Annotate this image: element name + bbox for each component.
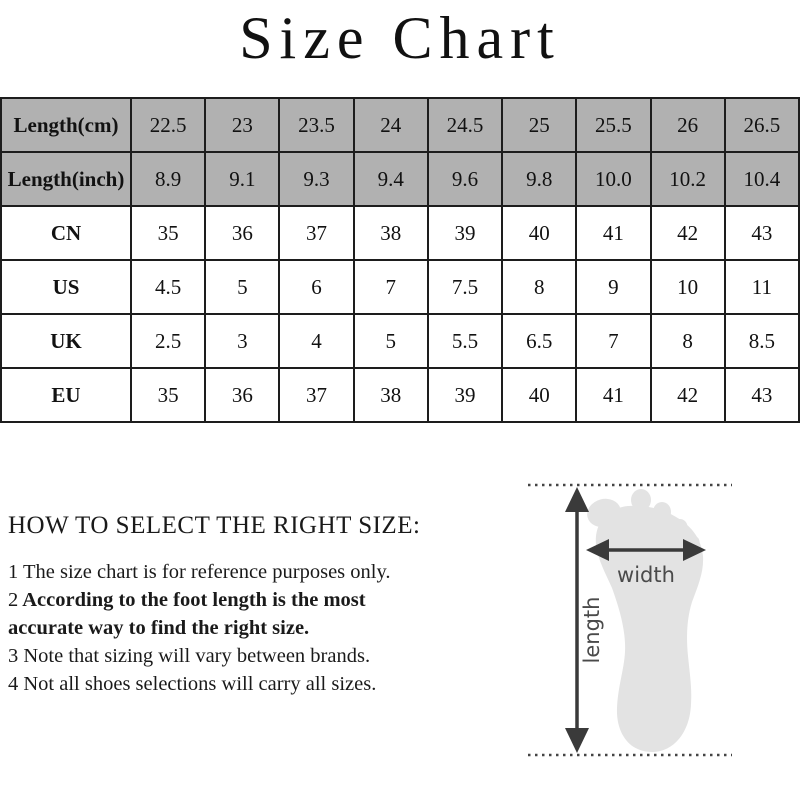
size-cell: 9 (576, 260, 650, 314)
page-title: Size Chart (239, 5, 561, 71)
size-cell: 7 (354, 260, 428, 314)
size-cell: 39 (428, 206, 502, 260)
row-label: Length(cm) (1, 98, 131, 152)
size-cell: 9.4 (354, 152, 428, 206)
row-label: UK (1, 314, 131, 368)
size-cell: 42 (651, 206, 725, 260)
row-label: CN (1, 206, 131, 260)
size-cell: 9.8 (502, 152, 576, 206)
guide-item (8, 586, 444, 642)
guide-item-text: According to the foot length is the most accurate way to find the right size. (8, 589, 366, 639)
size-cell: 36 (205, 368, 279, 422)
length-label: length (580, 596, 604, 664)
size-cell: 37 (279, 206, 353, 260)
size-cell: 43 (725, 206, 799, 260)
size-cell: 23 (205, 98, 279, 152)
table-row (1, 206, 799, 260)
size-cell: 6 (279, 260, 353, 314)
row-label: Length(inch) (1, 152, 131, 206)
size-cell: 37 (279, 368, 353, 422)
size-cell: 24 (354, 98, 428, 152)
guide-item-text: Not all shoes selections will carry all sizes. (18, 673, 377, 695)
guide-item (8, 642, 444, 670)
guide-item (8, 558, 444, 586)
guide-item-text: The size chart is for reference purposes only. (18, 561, 391, 583)
size-cell: 23.5 (279, 98, 353, 152)
size-cell: 8 (651, 314, 725, 368)
size-cell: 42 (651, 368, 725, 422)
size-cell: 35 (131, 368, 205, 422)
size-cell: 43 (725, 368, 799, 422)
size-cell: 35 (131, 206, 205, 260)
size-cell: 5 (354, 314, 428, 368)
size-cell: 41 (576, 368, 650, 422)
width-label: width (617, 563, 675, 587)
size-cell: 6.5 (502, 314, 576, 368)
guide-item-number: 1 (8, 561, 19, 583)
size-cell: 7.5 (428, 260, 502, 314)
size-cell: 38 (354, 206, 428, 260)
guide-item-number: 4 (8, 673, 19, 695)
size-cell: 7 (576, 314, 650, 368)
foot-measurement-diagram (500, 460, 800, 800)
guide-item (8, 670, 444, 698)
table-row (1, 314, 799, 368)
size-cell: 36 (205, 206, 279, 260)
size-cell: 4.5 (131, 260, 205, 314)
size-cell: 9.6 (428, 152, 502, 206)
size-cell: 2.5 (131, 314, 205, 368)
size-cell: 9.3 (279, 152, 353, 206)
size-cell: 40 (502, 368, 576, 422)
row-label: EU (1, 368, 131, 422)
size-cell: 39 (428, 368, 502, 422)
guide-item-number: 2 (8, 589, 19, 611)
size-cell: 38 (354, 368, 428, 422)
guide-item-text: Note that sizing will vary between brands. (18, 645, 371, 667)
guide-list (8, 558, 444, 698)
table-row (1, 368, 799, 422)
size-cell: 8.9 (131, 152, 205, 206)
size-cell: 26.5 (725, 98, 799, 152)
size-cell: 5.5 (428, 314, 502, 368)
size-cell: 5 (205, 260, 279, 314)
size-cell: 8 (502, 260, 576, 314)
size-cell: 10.2 (651, 152, 725, 206)
size-cell: 22.5 (131, 98, 205, 152)
table-row (1, 98, 799, 152)
size-cell: 4 (279, 314, 353, 368)
size-cell: 10.0 (576, 152, 650, 206)
size-cell: 10.4 (725, 152, 799, 206)
size-guide-section (8, 512, 444, 698)
guide-item-number: 3 (8, 645, 19, 667)
size-conversion-table (0, 97, 800, 423)
table-row (1, 152, 799, 206)
size-cell: 9.1 (205, 152, 279, 206)
size-cell: 25 (502, 98, 576, 152)
size-cell: 11 (725, 260, 799, 314)
table-row (1, 260, 799, 314)
guide-heading: HOW TO SELECT THE RIGHT SIZE: (8, 512, 421, 539)
size-cell: 10 (651, 260, 725, 314)
size-cell: 40 (502, 206, 576, 260)
size-cell: 41 (576, 206, 650, 260)
size-cell: 25.5 (576, 98, 650, 152)
size-cell: 24.5 (428, 98, 502, 152)
row-label: US (1, 260, 131, 314)
size-cell: 8.5 (725, 314, 799, 368)
size-cell: 26 (651, 98, 725, 152)
size-cell: 3 (205, 314, 279, 368)
